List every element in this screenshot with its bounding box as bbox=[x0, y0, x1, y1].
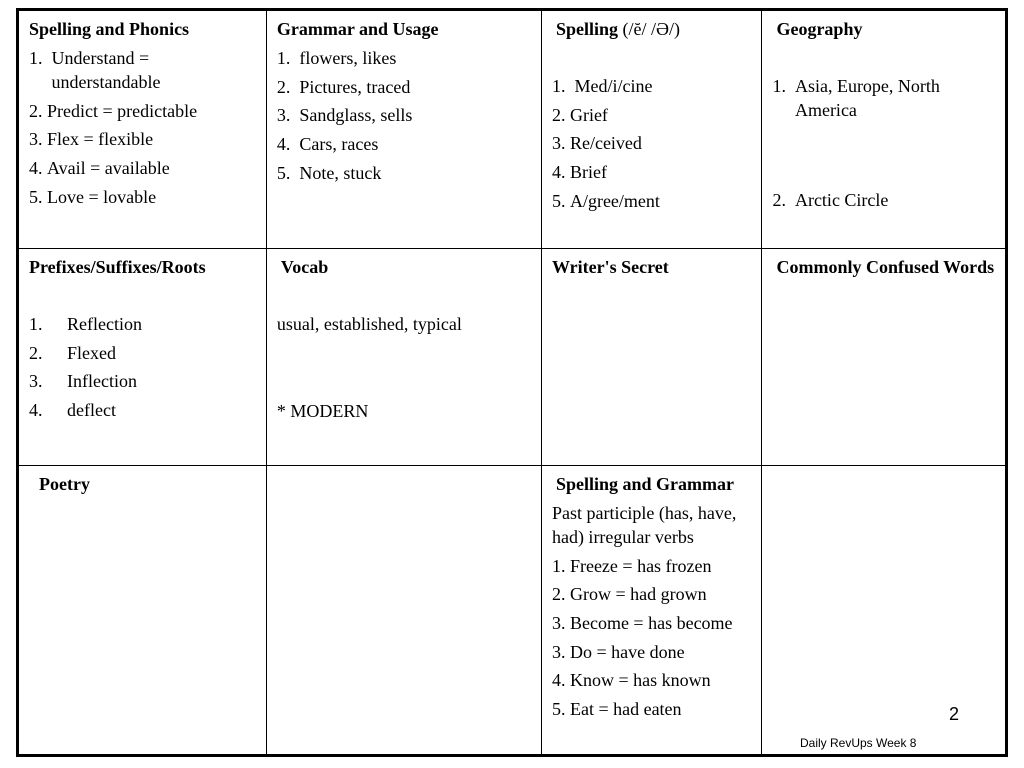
cell-spelling-phonics bbox=[18, 10, 267, 249]
list-item: 4. Brief bbox=[551, 162, 607, 183]
cell-heading: Writer's Secret bbox=[551, 257, 669, 277]
vocab-line: usual, established, typical bbox=[276, 314, 462, 334]
item-list bbox=[29, 312, 256, 422]
list-item: 3. Do = have done bbox=[551, 641, 685, 662]
list-item: 2. Arctic Circle bbox=[772, 189, 889, 210]
list-item: 5. Note, stuck bbox=[276, 162, 382, 183]
cell-writers-secret bbox=[541, 249, 762, 466]
cell-heading: Grammar and Usage bbox=[276, 19, 439, 39]
cell-empty bbox=[266, 466, 541, 756]
cell-confused-words bbox=[762, 249, 1007, 466]
list-item: 1. Asia, Europe, North America bbox=[772, 76, 940, 120]
cell-prefixes bbox=[18, 249, 267, 466]
list-item: 1. Med/i/cine bbox=[551, 76, 653, 96]
cell-heading: Geography bbox=[776, 19, 863, 39]
list-item: 5. A/gree/ment bbox=[551, 190, 660, 211]
list-item: 2. Flexed bbox=[29, 342, 116, 363]
footer-text: Daily RevUps Week 8 bbox=[800, 736, 917, 750]
cell-grammar-usage bbox=[266, 10, 541, 249]
cell-heading: Spelling and Phonics bbox=[29, 19, 190, 39]
list-item: 1. Reflection bbox=[29, 314, 142, 334]
list-item: 2. Grief bbox=[551, 104, 608, 125]
list-item: 3. Become = has become bbox=[551, 613, 733, 634]
cell-geography bbox=[762, 10, 1007, 249]
item-list bbox=[552, 74, 752, 213]
cell-empty bbox=[762, 466, 1007, 756]
list-item: 3. Flex = flexible bbox=[29, 129, 154, 150]
cell-heading: Prefixes/Suffixes/Roots bbox=[29, 257, 206, 277]
page-number: 2 bbox=[949, 704, 960, 724]
list-item: 1. Understand = understandable bbox=[29, 48, 161, 92]
item-list bbox=[772, 188, 995, 212]
list-item: 5. Eat = had eaten bbox=[551, 699, 682, 720]
list-item: 2. Grow = had grown bbox=[551, 584, 707, 605]
list-item: 4. Know = has known bbox=[551, 670, 711, 691]
revups-table bbox=[16, 8, 1008, 757]
list-item: 2. Pictures, traced bbox=[276, 76, 411, 97]
cell-spelling-schwa bbox=[541, 10, 762, 249]
cell-heading: Spelling and Grammar bbox=[555, 474, 734, 494]
list-item: 3. Sandglass, sells bbox=[276, 105, 413, 126]
table-row bbox=[18, 466, 1007, 756]
item-list bbox=[772, 74, 995, 122]
cell-heading: Vocab bbox=[280, 257, 329, 277]
list-item: 4. deflect bbox=[29, 400, 116, 421]
cell-heading: Spelling (/ĕ/ /Ə/) bbox=[555, 19, 680, 39]
item-list bbox=[277, 46, 531, 185]
cell-heading: Poetry bbox=[39, 474, 90, 494]
list-item: 1. Freeze = has frozen bbox=[551, 555, 712, 576]
list-item: 4. Avail = available bbox=[29, 158, 170, 179]
intro-text: Past participle (has, have, had) irregular verbs bbox=[551, 503, 737, 547]
item-list bbox=[29, 46, 256, 209]
cell-vocab bbox=[266, 249, 541, 466]
list-item: 2. Predict = predictable bbox=[29, 100, 198, 121]
cell-poetry bbox=[18, 466, 267, 756]
heading-note: (/ĕ/ /Ə/) bbox=[622, 19, 680, 39]
list-item: 4. Cars, races bbox=[276, 134, 379, 155]
cell-heading: Commonly Confused Words bbox=[776, 257, 995, 277]
cell-spelling-grammar bbox=[541, 466, 762, 756]
vocab-line: * MODERN bbox=[276, 400, 369, 421]
table-row bbox=[18, 10, 1007, 249]
list-item: 5. Love = lovable bbox=[29, 186, 157, 207]
list-item: 3. Inflection bbox=[29, 371, 137, 392]
list-item: 1. flowers, likes bbox=[276, 48, 397, 68]
list-item: 3. Re/ceived bbox=[551, 133, 642, 154]
table-row bbox=[18, 249, 1007, 466]
item-list bbox=[552, 554, 752, 721]
